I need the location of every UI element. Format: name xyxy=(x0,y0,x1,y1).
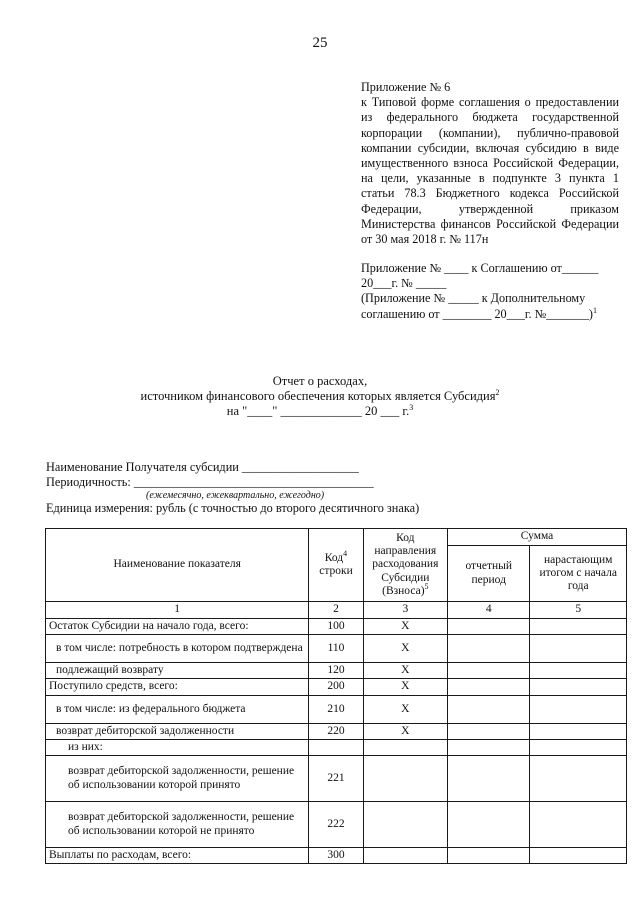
header-line-code-text-2: строки xyxy=(319,565,353,577)
row-code: 221 xyxy=(309,756,363,802)
table-row xyxy=(46,802,627,848)
report-meta xyxy=(46,460,419,516)
title-line-3-text: на "____" _____________ 20 ___ г. xyxy=(226,404,410,419)
row-direction xyxy=(363,802,447,848)
appendix-body: к Типовой форме соглашения о предоставлении из федерального бюджета государственной корпорации (компании), публично-правовой компании субсидии, включая субсидию в виде имущественного взноса Российской Федерации, на цели, указанные в подпункте 3 пункта 1 статьи 78.3 Бюджетного кодекса Российской Федерации, утвержденной приказом Министерства финансов Российской Федерации от 30 мая 2018 г. № 117н xyxy=(361,95,619,247)
row-direction xyxy=(363,739,447,755)
row-direction xyxy=(363,756,447,802)
column-number: 2 xyxy=(309,602,363,619)
footnote-marker: 5 xyxy=(424,581,429,591)
title-line-1: Отчет о расходах, xyxy=(272,374,368,388)
row-code xyxy=(309,739,363,755)
row-cumulative-value xyxy=(530,679,627,695)
row-cumulative-value xyxy=(530,695,627,723)
appendix-block xyxy=(361,80,619,247)
periodicity-field: Периодичность: _______________________________________ xyxy=(46,475,374,489)
header-sum: Сумма xyxy=(448,529,627,546)
row-cumulative-value xyxy=(530,848,627,864)
agreement-line-2: 20___г. № _____ xyxy=(361,276,447,291)
header-line-code-text: Код xyxy=(324,551,344,564)
table-row xyxy=(46,756,627,802)
row-cumulative-value xyxy=(530,663,627,679)
row-name: подлежащий возврату xyxy=(46,663,309,679)
recipient-field: Наименование Получателя субсидии ___________________ xyxy=(46,460,359,474)
row-code: 110 xyxy=(309,635,363,663)
row-reporting-value xyxy=(448,679,530,695)
header-row-1 xyxy=(46,529,627,546)
agreement-line-4-text: соглашению от ________ 20___г. №_______) xyxy=(361,306,593,321)
title-line-2-text: источником финансового обеспечения которых является Субсидия xyxy=(140,389,496,404)
row-direction: X xyxy=(363,619,447,635)
row-code: 300 xyxy=(309,848,363,864)
column-number: 3 xyxy=(363,602,447,619)
row-cumulative-value xyxy=(530,723,627,739)
column-number: 5 xyxy=(530,602,627,619)
page-number: 25 xyxy=(312,35,328,51)
header-direction-text: Код направления расходования Субсидии (Взноса) xyxy=(372,531,439,597)
agreement-line-4 xyxy=(361,307,619,322)
table-row xyxy=(46,663,627,679)
row-direction: X xyxy=(363,679,447,695)
row-name: Выплаты по расходам, всего: xyxy=(46,848,309,864)
row-reporting-value xyxy=(448,695,530,723)
table-row xyxy=(46,739,627,755)
footnote-marker: 4 xyxy=(343,548,348,558)
header-indicator-name: Наименование показателя xyxy=(46,529,309,602)
row-code: 200 xyxy=(309,679,363,695)
report-table xyxy=(45,528,627,864)
table-row xyxy=(46,848,627,864)
footnote-marker: 1 xyxy=(593,305,597,315)
table-row xyxy=(46,635,627,663)
row-name: возврат дебиторской задолженности, решение об использовании которой принято xyxy=(46,756,309,802)
row-reporting-value xyxy=(448,756,530,802)
row-cumulative-value xyxy=(530,802,627,848)
row-direction: X xyxy=(363,663,447,679)
row-cumulative-value xyxy=(530,756,627,802)
unit-of-measure: Единица измерения: рубль (с точностью до второго десятичного знака) xyxy=(46,501,420,515)
agreement-reference xyxy=(361,261,619,322)
column-number-row xyxy=(46,602,627,619)
appendix-heading: Приложение № 6 xyxy=(361,80,451,94)
row-cumulative-value xyxy=(530,619,627,635)
title-line-2 xyxy=(0,389,640,404)
row-name: Остаток Субсидии на начало года, всего: xyxy=(46,619,309,635)
row-name: возврат дебиторской задолженности xyxy=(46,723,309,739)
agreement-line-1: Приложение № ____ к Соглашению от______ xyxy=(361,261,599,275)
row-reporting-value xyxy=(448,848,530,864)
row-code: 120 xyxy=(309,663,363,679)
row-cumulative-value xyxy=(530,739,627,755)
row-reporting-value xyxy=(448,663,530,679)
footnote-marker: 2 xyxy=(495,388,500,398)
report-title xyxy=(0,374,640,420)
row-name: Поступило средств, всего: xyxy=(46,679,309,695)
column-number: 4 xyxy=(448,602,530,619)
periodicity-hint: (ежемесячно, ежеквартально, ежегодно) xyxy=(146,490,325,501)
header-direction-code xyxy=(363,529,447,602)
row-name: в том числе: потребность в котором подтверждена xyxy=(46,635,309,663)
row-name: в том числе: из федерального бюджета xyxy=(46,695,309,723)
table-row xyxy=(46,619,627,635)
header-cumulative: нарастающим итогом с начала года xyxy=(530,546,627,602)
footnote-marker: 3 xyxy=(409,403,414,413)
row-direction: X xyxy=(363,695,447,723)
row-name: из них: xyxy=(46,739,309,755)
row-reporting-value xyxy=(448,739,530,755)
title-line-3 xyxy=(0,404,640,419)
table-row xyxy=(46,679,627,695)
row-direction xyxy=(363,848,447,864)
table-row xyxy=(46,695,627,723)
row-name: возврат дебиторской задолженности, решение об использовании которой не принято xyxy=(46,802,309,848)
agreement-line-3: (Приложение № _____ к Дополнительному xyxy=(361,291,586,306)
row-reporting-value xyxy=(448,802,530,848)
column-number: 1 xyxy=(46,602,309,619)
row-direction: X xyxy=(363,723,447,739)
header-reporting-period: отчетный период xyxy=(448,546,530,602)
row-reporting-value xyxy=(448,619,530,635)
header-line-code xyxy=(309,529,363,602)
row-code: 100 xyxy=(309,619,363,635)
row-code: 222 xyxy=(309,802,363,848)
table-row xyxy=(46,723,627,739)
row-cumulative-value xyxy=(530,635,627,663)
row-code: 210 xyxy=(309,695,363,723)
row-reporting-value xyxy=(448,723,530,739)
row-direction: X xyxy=(363,635,447,663)
row-code: 220 xyxy=(309,723,363,739)
row-reporting-value xyxy=(448,635,530,663)
